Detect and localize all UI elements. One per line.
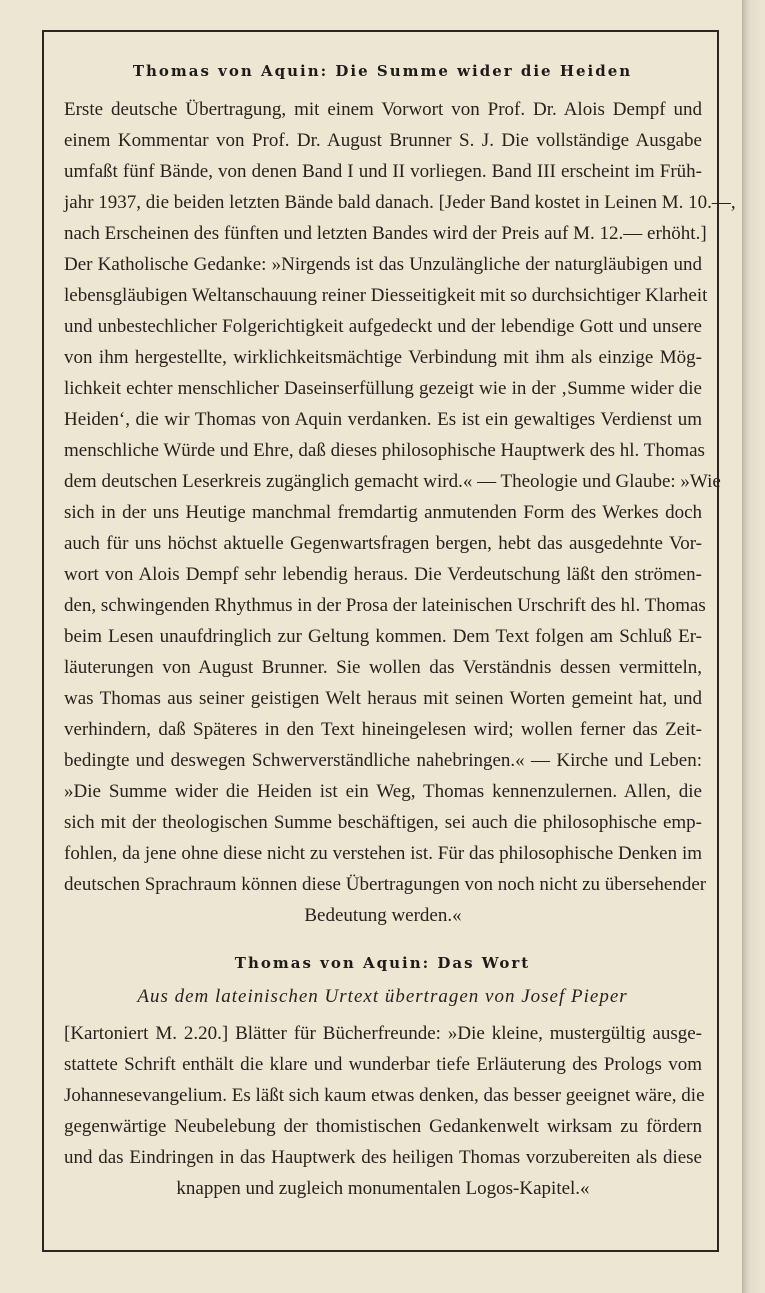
text-line: beim Lesen unaufdringlich zur Geltung kommen. Dem Text folgen am Schluß Er-: [64, 626, 702, 647]
text-line: lebensgläubigen Weltanschauung reiner Diesseitigkeit mit so durchsichtiger Klarheit: [64, 285, 708, 306]
text-line: »Die Summe wider die Heiden ist ein Weg, Thomas kennenzulernen. Allen, die: [64, 781, 702, 802]
text-line: von ihm hergestellte, wirklichkeitsmächtige Verbindung mit ihm als einzige Mög-: [64, 347, 702, 368]
text-line: umfaßt fünf Bände, von denen Band I und II vorliegen. Band III erscheint im Früh-: [64, 161, 702, 182]
section2-subtitle: Aus dem lateinischen Urtext übertragen von Josef Pieper: [137, 986, 628, 1007]
text-line: einem Kommentar von Prof. Dr. August Brunner S. J. Die vollständige Ausgabe: [64, 130, 702, 151]
text-line: [Kartoniert M. 2.20.] Blätter für Bücherfreunde: »Die kleine, mustergültig ausge-: [64, 1023, 702, 1044]
text-line: stattete Schrift enthält die klare und wunderbar tiefe Erläuterung des Prologs vom: [64, 1054, 702, 1075]
text-line: bedingte und deswegen Schwerverständliche nahebringen.« — Kirche und Leben:: [64, 750, 702, 771]
text-line: fohlen, da jene ohne diese nicht zu verstehen ist. Für das philosophische Denken im: [64, 843, 702, 864]
page-fold-edge: [742, 0, 765, 1293]
text-frame: [42, 30, 736, 1252]
text-line: jahr 1937, die beiden letzten Bände bald danach. [Jeder Band kostet in Leinen M. 10.—,: [64, 192, 736, 213]
text-line: deutschen Sprachraum können diese Übertragungen von noch nicht zu übersehender: [64, 874, 707, 895]
text-line: gegenwärtige Neubelebung der thomistischen Gedankenwelt wirksam zu fördern: [64, 1116, 702, 1137]
section1-body: [64, 94, 736, 931]
text-line: Erste deutsche Übertragung, mit einem Vorwort von Prof. Dr. Alois Dempf und: [64, 99, 702, 120]
text-line: und unbestechlicher Folgerichtigkeit aufgedeckt und der lebendige Gott und unsere: [64, 316, 702, 337]
text-line: läuterungen von August Brunner. Sie wollen das Verständnis dessen vermitteln,: [64, 657, 702, 678]
section2-title: Thomas von Aquin: Das Wort: [234, 954, 531, 972]
text-line: sich mit der theologischen Summe beschäftigen, sei auch die philosophische emp-: [64, 812, 702, 833]
text-line-last: Bedeutung werden.«: [304, 905, 462, 926]
section2-body: [64, 1018, 705, 1204]
text-line: und das Eindringen in das Hauptwerk des heiligen Thomas vorzubereiten als diese: [64, 1147, 702, 1168]
text-line: lichkeit echter menschlicher Daseinserfüllung gezeigt wie in der ‚Summe wider die: [64, 378, 702, 399]
text-line: Johannesevangelium. Es läßt sich kaum etwas denken, das besser geeignet wäre, die: [64, 1085, 705, 1106]
text-line: dem deutschen Leserkreis zugänglich gemacht wird.« — Theologie und Glaube: »Wie: [64, 471, 721, 492]
text-line: wort von Alois Dempf sehr lebendig heraus. Die Verdeutschung läßt den strömen-: [64, 564, 702, 585]
text-line: Der Katholische Gedanke: »Nirgends ist das Unzulängliche der naturgläubigen und: [64, 254, 702, 275]
text-line: Heiden‘, die wir Thomas von Aquin verdanken. Es ist ein gewaltiges Verdienst um: [64, 409, 702, 430]
text-line: nach Erscheinen des fünften und letzten Bandes wird der Preis auf M. 12.— erhöht.]: [64, 223, 707, 244]
text-line-last: knappen und zugleich monumentalen Logos-Kapitel.«: [176, 1178, 590, 1199]
text-line: verhindern, daß Späteres in den Text hineingelesen wird; wollen ferner das Zeit-: [64, 719, 702, 740]
text-line: auch für uns höchst aktuelle Gegenwartsfragen bergen, hebt das ausgedehnte Vor-: [64, 533, 702, 554]
text-line: was Thomas aus seiner geistigen Welt heraus mit seinen Worten gemeint hat, und: [64, 688, 702, 709]
text-line: sich in der uns Heutige manchmal fremdartig anmutenden Form des Werkes doch: [64, 502, 702, 523]
text-line: menschliche Würde und Ehre, daß dieses philosophische Hauptwerk des hl. Thomas: [64, 440, 705, 461]
section1-title: Thomas von Aquin: Die Summe wider die Heiden: [132, 62, 633, 80]
text-line: den, schwingenden Rhythmus in der Prosa der lateinischen Urschrift des hl. Thomas: [64, 595, 706, 616]
